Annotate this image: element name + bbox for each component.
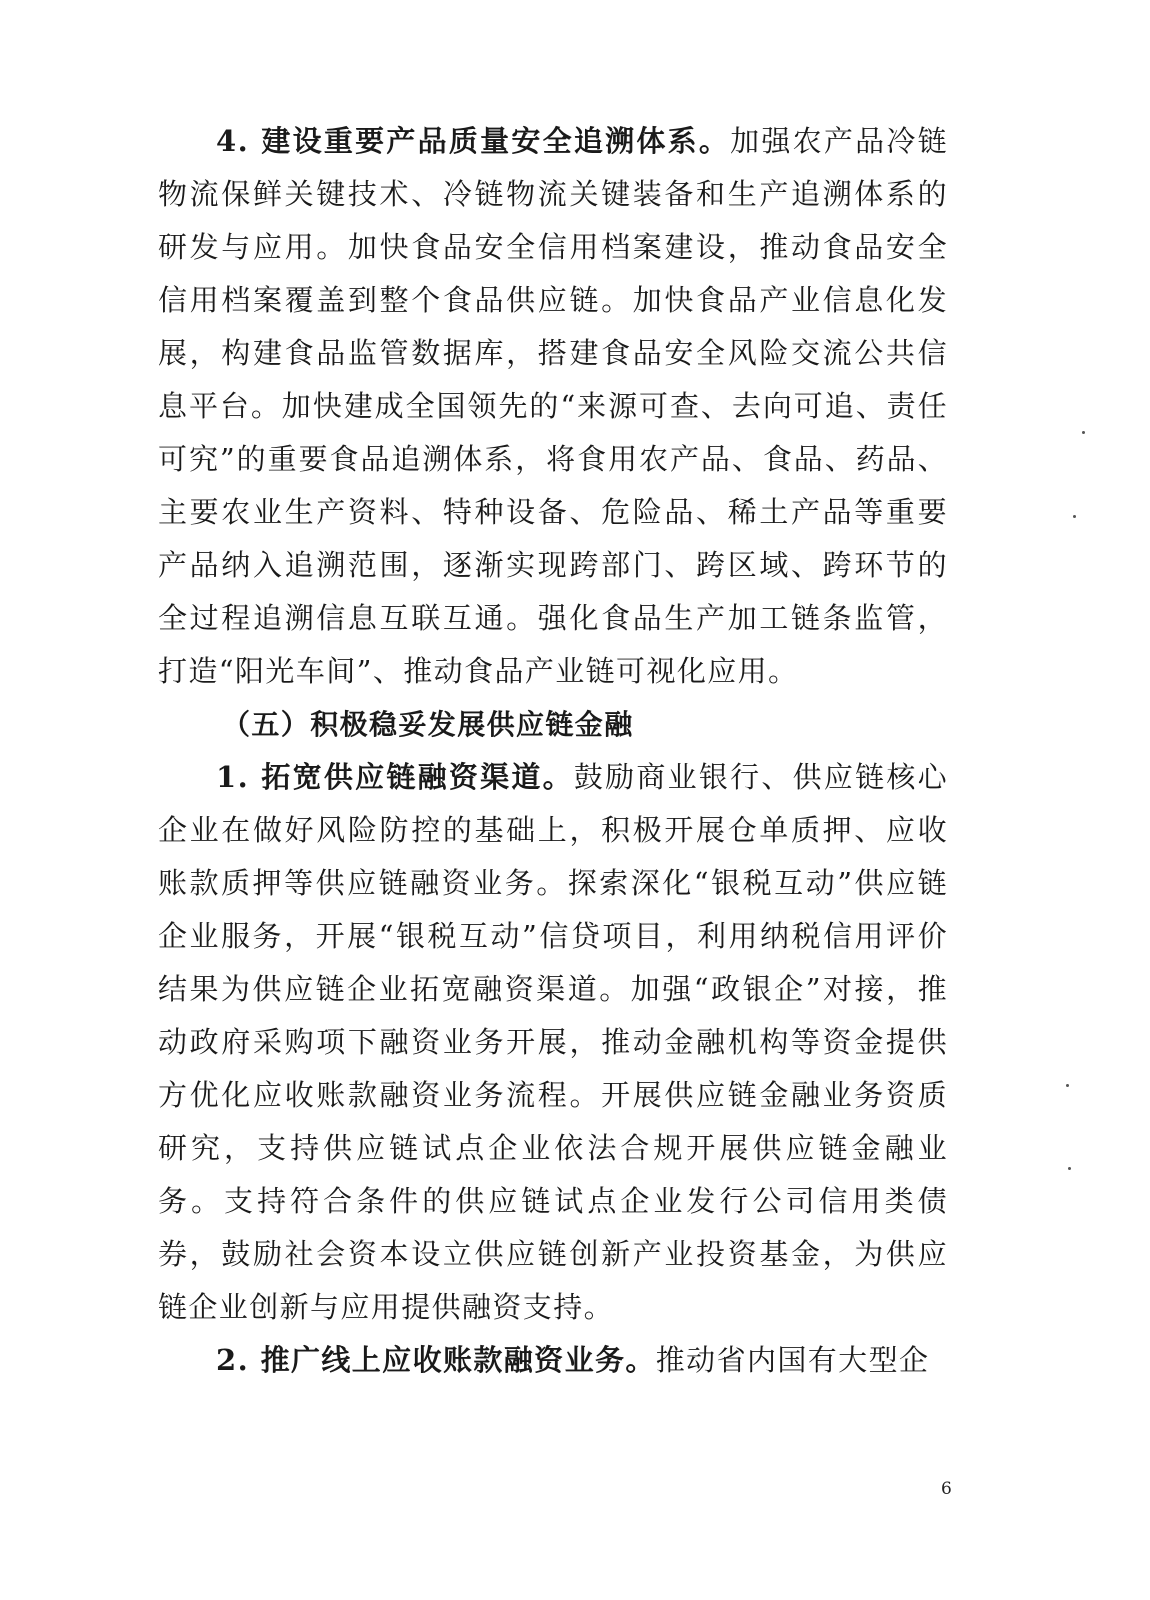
- scan-speck: [1082, 431, 1085, 434]
- document-body: [158, 115, 948, 1387]
- section-heading-5: （五）积极稳妥发展供应链金融: [222, 708, 634, 741]
- page-number: 6: [941, 1479, 952, 1499]
- paragraph-lead-bold: 2. 推广线上应收账款融资业务。: [216, 1343, 656, 1377]
- scan-speck: [1068, 1167, 1071, 1170]
- paragraph-item-1: [158, 751, 948, 1334]
- scan-speck: [1066, 1084, 1069, 1087]
- paragraph-text: 鼓励商业银行、供应链核心企业在做好风险防控的基础上，积极开展仓单质押、应收账款质押等供应链融资业务。探索深化“银税互动”供应链企业服务，开展“银税互动”信贷项目，利用纳税信用评价结果为供应链企业拓宽融资渠道。加强“政银企”对接，推动政府采购项下融资业务开展，推动金融机构等资金提供方优化应收账款融资业务流程。开展供应链金融业务资质研究，支持供应链试点企业依法合规开展供应链金融业务。支持符合条件的供应链试点企业发行公司信用类债券，鼓励社会资本设立供应链创新产业投资基金，为供应链企业创新与应用提供融资支持。: [158, 760, 948, 1324]
- paragraph-text: 推动省内国有大型企: [655, 1343, 930, 1377]
- paragraph-lead-bold: 4. 建设重要产品质量安全追溯体系。: [216, 124, 731, 158]
- paragraph-text: 加强农产品冷链物流保鲜关键技术、冷链物流关键装备和生产追溯体系的研发与应用。加快食品安全信用档案建设，推动食品安全信用档案覆盖到整个食品供应链。加快食品产业信息化发展，构建食品监管数据库，搭建食品安全风险交流公共信息平台。加快建成全国领先的“来源可查、去向可追、责任可究”的重要食品追溯体系，将食用农产品、食品、药品、主要农业生产资料、特种设备、危险品、稀土产品等重要产品纳入追溯范围，逐渐实现跨部门、跨区域、跨环节的全过程追溯信息互联互通。强化食品生产加工链条监管，打造“阳光车间”、推动食品产业链可视化应用。: [158, 124, 948, 688]
- paragraph-item-2: [158, 1334, 948, 1387]
- scan-speck: [1073, 515, 1076, 518]
- paragraph-section-4: [158, 115, 948, 698]
- paragraph-lead-bold: 1. 拓宽供应链融资渠道。: [216, 760, 574, 794]
